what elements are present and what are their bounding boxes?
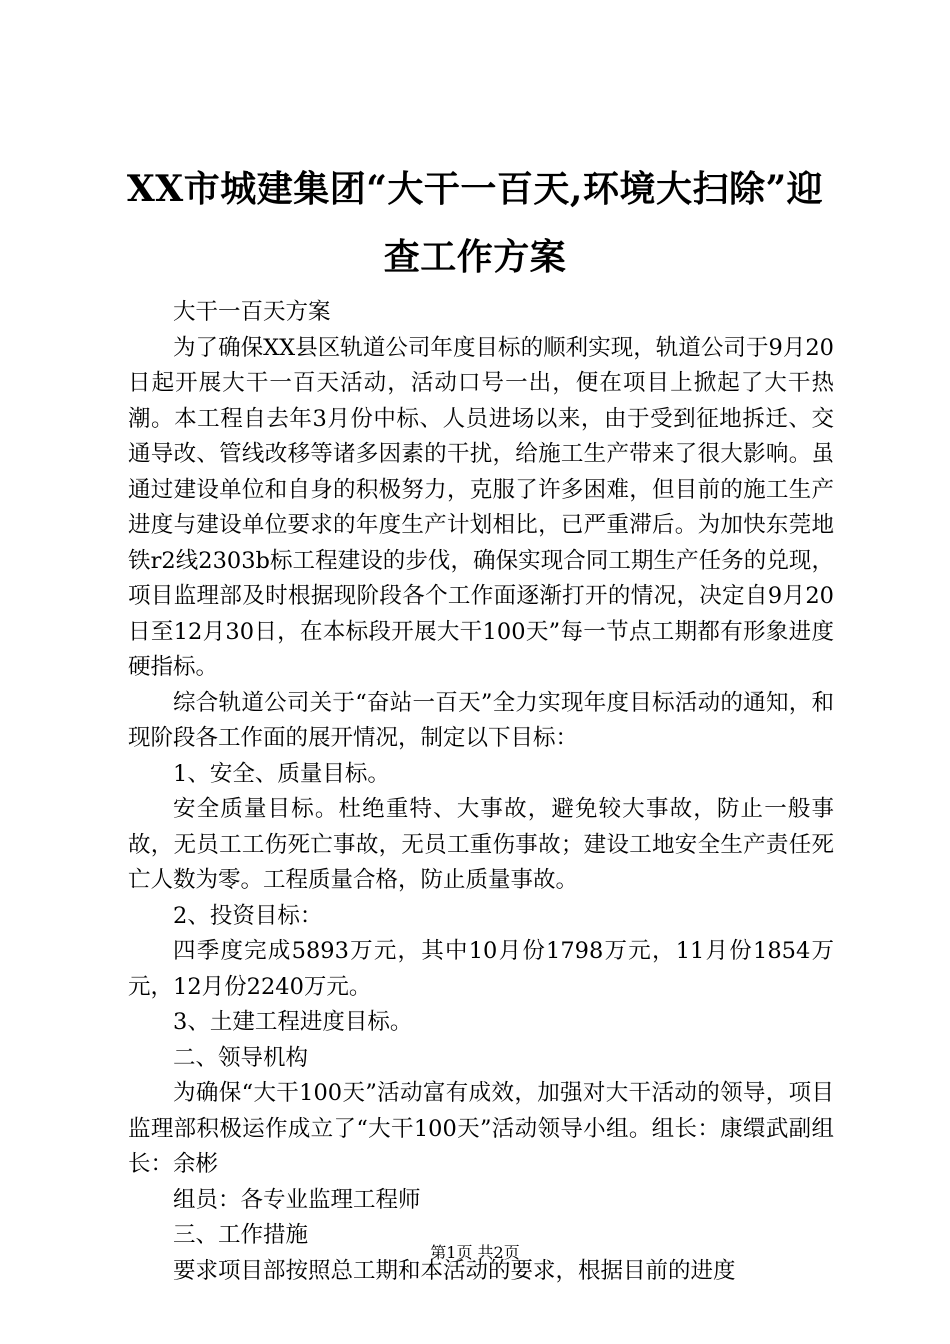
paragraph: 综合轨道公司关于“奋站一百天”全力实现年度目标活动的通知，和现阶段各工作面的展开情况，制定以下目标：	[128, 689, 834, 751]
section-heading: 三、工作措施	[173, 1222, 309, 1248]
document-body	[128, 295, 834, 1289]
section-heading: 二、领导机构	[173, 1044, 309, 1071]
paragraph: 组员：各专业监理工程师	[173, 1186, 421, 1213]
paragraph: 四季度完成5893万元，其中10月份1798万元，11月份1854万元，12月份2240万元。	[128, 938, 834, 1000]
title-line-1: XX市城建集团“大干一百天,环境大扫除”迎	[126, 168, 824, 210]
title-line-2: 查工作方案	[383, 236, 567, 278]
section-item: 2、投资目标：	[173, 902, 323, 929]
section-item: 1、安全、质量目标。	[173, 760, 390, 787]
paragraph: 要求项目部按照总工期和本活动的要求，根据目前的进度	[173, 1257, 736, 1284]
document-title	[110, 155, 840, 291]
paragraph: 为了确保XX县区轨道公司年度目标的顺利实现，轨道公司于9月20日起开展大干一百天活动，活动口号一出，便在项目上掀起了大干热潮。本工程自去年3月份中标、人员进场以来，由于受到征地拆迁、交通导改、管线改移等诸多因素的干扰，给施工生产带来了很大影响。虽通过建设单位和自身的积极努力，克服了许多困难，但目前的施工生产进度与建设单位要求的年度生产计划相比，已严重滞后。为加快东莞地铁r2线2303b标工程建设的步伐，确保实现合同工期生产任务的兑现，项目监理部及时根据现阶段各个工作面逐渐打开的情况，决定自9月20日至12月30日，在本标段开展大干100天”每一节点工期都有形象进度硬指标。	[128, 334, 834, 680]
paragraph: 为确保“大干100天”活动富有成效，加强对大干活动的领导，项目监理部积极运作成立了“大干100天”活动领导小组。组长：康缳武副组长：余彬	[128, 1080, 834, 1177]
paragraph-heading: 大干一百天方案	[173, 299, 331, 325]
page-number-footer: 第1页 共2页	[430, 1243, 520, 1262]
section-item: 3、土建工程进度目标。	[173, 1009, 413, 1035]
paragraph: 安全质量目标。杜绝重特、大事故，避免较大事故，防止一般事故，无员工工伤死亡事故，无员工重伤事故；建设工地安全生产责任死亡人数为零。工程质量合格，防止质量事故。	[128, 796, 834, 893]
